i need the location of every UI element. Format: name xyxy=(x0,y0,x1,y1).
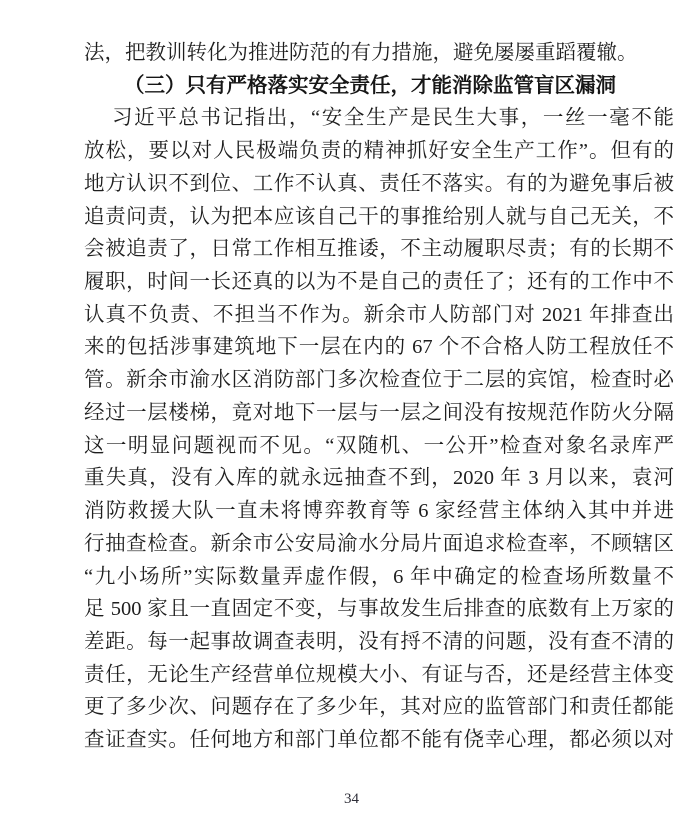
text-line: 来的包括涉事建筑地下一层在内的 67 个不合格人防工程放任不 xyxy=(84,336,674,359)
text-line: 习近平总书记指出，“安全生产是民生大事，一丝一毫不能 xyxy=(112,107,674,130)
text-line: 法，把教训转化为推进防范的有力措施，避免屡屡重蹈覆辙。 xyxy=(84,42,638,64)
text-line: 管。新余市渝水区消防部门多次检查位于二层的宾馆，检查时必 xyxy=(84,369,674,392)
text-line: 履职，时间一长还真的以为不是自己的责任了；还有的工作中不 xyxy=(84,271,674,294)
text-line: 会被追责了，日常工作相互推诿，不主动履职尽责；有的长期不 xyxy=(84,238,674,261)
text-line: 重失真，没有入库的就永远抽查不到，2020 年 3 月以来，袁河 xyxy=(84,467,674,490)
text-line: 追责问责，认为把本应该自己干的事推给别人就与自己无关，不 xyxy=(84,205,674,228)
text-line: 更了多少次、问题存在了多少年，其对应的监管部门和责任都能 xyxy=(84,696,674,719)
section-heading: （三）只有严格落实安全责任，才能消除监管盲区漏洞 xyxy=(124,74,616,97)
text-line: 消防救援大队一直未将博弈教育等 6 家经营主体纳入其中并进 xyxy=(84,500,674,523)
text-line: 足 500 家且一直固定不变，与事故发生后排查的底数有上万家的 xyxy=(84,598,674,621)
text-line: 地方认识不到位、工作不认真、责任不落实。有的为避免事后被 xyxy=(84,172,674,195)
text-line: 这一明显问题视而不见。“双随机、一公开”检查对象名录库严 xyxy=(84,434,674,457)
text-line: “九小场所”实际数量弄虚作假，6 年中确定的检查场所数量不 xyxy=(84,565,674,588)
text-line: 查证查实。任何地方和部门单位都不能有侥幸心理，都必须以对 xyxy=(84,729,674,752)
text-line: 差距。每一起事故调查表明，没有捋不清的问题，没有查不清的 xyxy=(84,630,674,653)
text-line: 放松，要以对人民极端负责的精神抓好安全生产工作”。但有的 xyxy=(84,140,674,163)
page-number: 34 xyxy=(344,791,359,807)
document-text-block xyxy=(84,37,674,757)
text-line: 经过一层楼梯，竟对地下一层与一层之间没有按规范作防火分隔 xyxy=(84,401,674,424)
text-line: 认真不负责、不担当不作为。新余市人防部门对 2021 年排查出 xyxy=(84,303,674,326)
text-line: 行抽查检查。新余市公安局渝水分局片面追求检查率，不顾辖区 xyxy=(84,532,674,555)
text-line: 责任，无论生产经营单位规模大小、有证与否，还是经营主体变 xyxy=(84,663,674,686)
